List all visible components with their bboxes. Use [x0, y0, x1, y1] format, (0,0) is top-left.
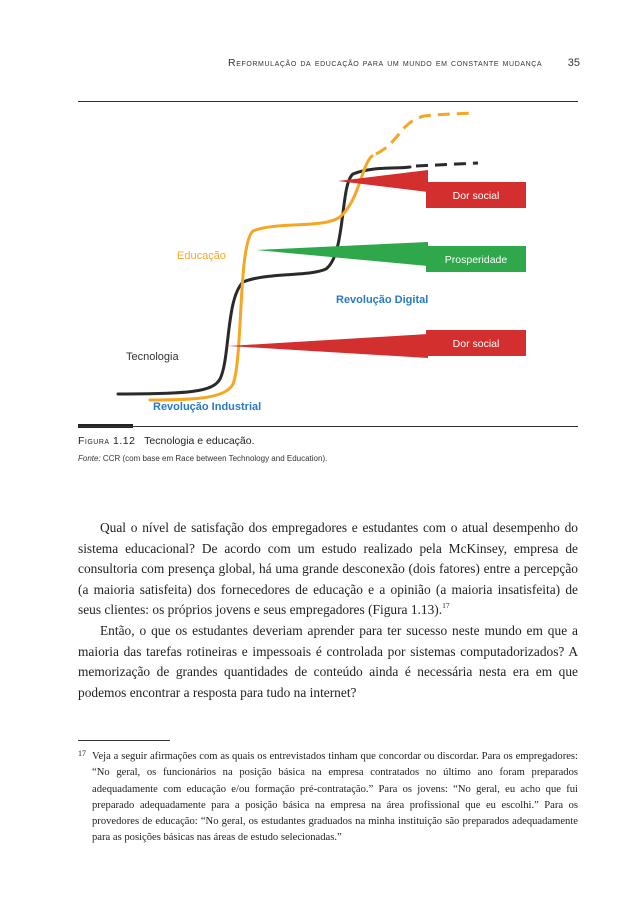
running-title: Reformulação da educação para um mundo em constante mudança: [228, 57, 543, 69]
caption-rule: [78, 426, 578, 427]
chart-svg: [78, 104, 578, 422]
label-tecnologia: Tecnologia: [126, 351, 179, 363]
footnote-17: [78, 749, 578, 847]
footnote-number: 17: [78, 749, 86, 758]
footnote-ref-17[interactable]: 17: [442, 601, 450, 611]
callout-prosperidade: [256, 242, 526, 272]
callout-label-prosperidade: Prosperidade: [444, 254, 508, 266]
callout-label-dor-social-top: Dor social: [452, 190, 500, 202]
figure-caption-text: Tecnologia e educação.: [144, 435, 255, 447]
callout-label-dor-social-bottom: Dor social: [452, 338, 500, 350]
page-number: 35: [567, 57, 580, 69]
callout-dor-social-top: [338, 170, 526, 208]
paragraph-2: Então, o que os estudantes deveriam aprender para ter sucesso neste mundo em que a maioria das tarefas rotineiras e impessoais é controlada por sistemas computadorizados? A memorização de grandes quantidades de conteúdo ainda é necessária nesta era em que podemos encontrar a resposta para tudo na internet?: [78, 622, 578, 700]
figure-caption: [78, 435, 255, 447]
footnote-rule: [78, 740, 170, 741]
source-text: CCR (com base em Race between Technology and Education).: [102, 454, 328, 463]
label-educacao: Educação: [177, 250, 226, 262]
body-text: [78, 518, 578, 703]
callout-dor-social-bottom: [228, 330, 526, 358]
paragraph-1: [78, 518, 578, 621]
paragraph-1-text: Qual o nível de satisfação dos empregadores e estudantes com o atual desempenho do sistema educacional? De acordo com um estudo realizado pela McKinsey, empresa de consultoria com presença global, há uma grande desconexão (dois fatores) entre a percepção (a maioria satisfeita) dos fornecedores de educação e a opinião (a maioria insatisfeita) de seus clientes: os próprios jovens e seus empregadores (Figura 1.13).: [78, 520, 578, 618]
header-rule: [78, 101, 578, 102]
running-head: [0, 57, 580, 69]
label-revolucao-industrial: Revolução Industrial: [153, 401, 262, 413]
figure-source: [78, 454, 327, 463]
series-tecnologia-projection: [416, 163, 478, 166]
figure-1-12: [78, 104, 578, 422]
label-revolucao-digital: Revolução Digital: [336, 294, 429, 306]
series-educacao-projection: [376, 113, 474, 154]
footnote-text: Veja a seguir afirmações com as quais os entrevistados tinham que concordar ou discordar. Para os empregadores: “No geral, os funcionários na posição básica na empresa contratados no último ano foram preparados adequadamente com educação e/ou formação pré-contratação.” Para os jovens: “No geral, eu acho que fui preparado adequadamente para a posição básica na empresa na área profissional que eu escolhi.” Para os provedores de educação: “No geral, os estudantes graduados na minha instituição são preparados adequadamente para as posições básicas nas áreas de estudo selecionadas.”: [92, 751, 578, 844]
figure-label: Figura 1.12: [78, 435, 136, 447]
source-label: Fonte:: [78, 454, 101, 463]
